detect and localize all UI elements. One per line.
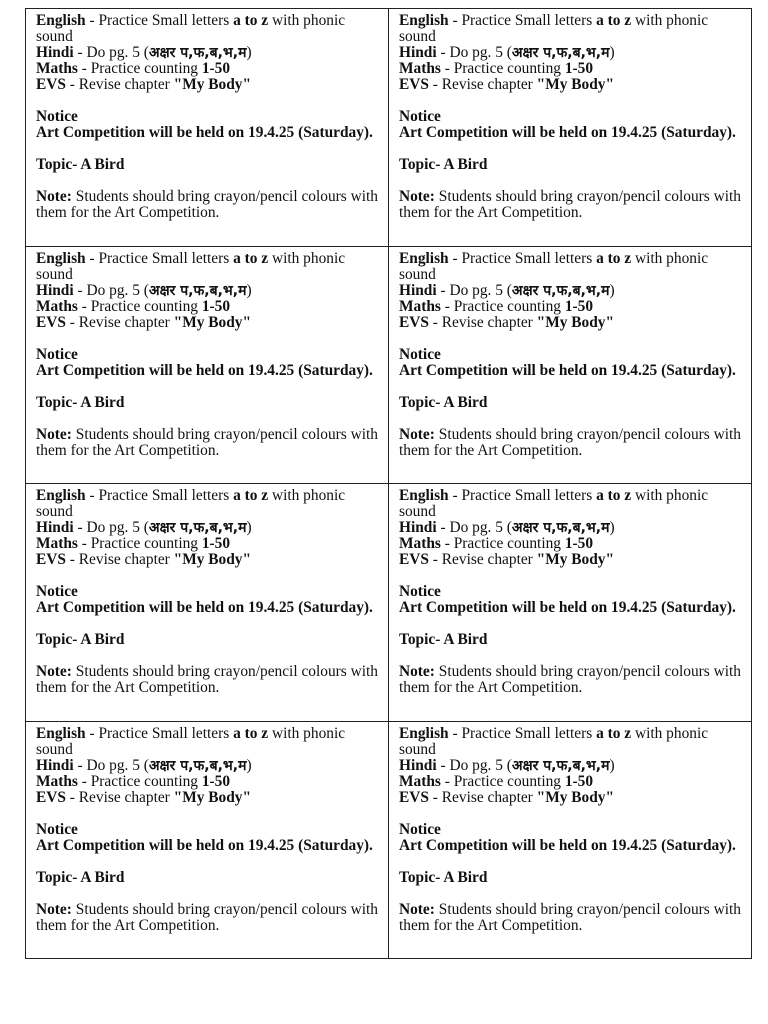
maths-range: 1-50 — [564, 535, 594, 552]
english-line — [36, 251, 382, 283]
english-range: a to z — [233, 487, 269, 504]
hindi-text-end: ) — [246, 756, 252, 774]
notice-text: Art Competition will be held on 19.4.25 (Saturday). — [36, 124, 373, 141]
evs-text: - Revise chapter — [65, 76, 174, 93]
homework-slip — [389, 9, 752, 247]
topic-line: Topic- A Bird — [36, 393, 125, 411]
homework-slip — [389, 722, 752, 960]
homework-slip — [389, 247, 752, 485]
notice-text: Art Competition will be held on 19.4.25 (Saturday). — [36, 599, 373, 616]
notice-text: Art Competition will be held on 19.4.25 (Saturday). — [36, 836, 373, 854]
hindi-text-end: ) — [246, 519, 252, 536]
note-line — [399, 902, 746, 934]
hindi-label: Hindi — [399, 756, 437, 774]
english-text-end: with phonic sound — [399, 487, 709, 520]
notice-heading: Notice — [399, 820, 441, 838]
english-text-end: with phonic sound — [36, 724, 346, 758]
evs-line — [36, 77, 382, 93]
maths-range: 1-50 — [201, 535, 231, 552]
evs-line — [36, 552, 382, 568]
notice-text: Art Competition will be held on 19.4.25 (Saturday). — [399, 599, 736, 616]
note-line — [36, 189, 382, 221]
english-text: - Practice Small letters — [85, 12, 234, 29]
note-text: Students should bring crayon/pencil colours with them for the Art Competition. — [399, 663, 741, 696]
topic-line: Topic- A Bird — [36, 868, 125, 886]
notice-heading: Notice — [36, 345, 78, 363]
english-line — [399, 488, 746, 520]
notice-heading: Notice — [36, 583, 78, 600]
note-label: Note: — [399, 900, 435, 918]
evs-chapter: "My Body" — [173, 788, 252, 806]
english-label: English — [399, 249, 449, 267]
english-range: a to z — [233, 724, 269, 742]
maths-line — [399, 61, 746, 77]
homework-slip — [26, 484, 389, 722]
hindi-line — [399, 283, 746, 299]
hindi-text: - Do pg. 5 ( — [436, 44, 512, 61]
evs-line — [36, 790, 382, 806]
english-text: - Practice Small letters — [85, 487, 234, 504]
maths-text: - Practice counting — [77, 772, 202, 790]
topic-line: Topic- A Bird — [36, 631, 125, 648]
evs-chapter: "My Body" — [173, 551, 252, 568]
maths-label: Maths — [399, 535, 441, 552]
evs-chapter: "My Body" — [173, 313, 252, 331]
evs-line — [399, 77, 746, 93]
english-line — [399, 13, 746, 45]
maths-text: - Practice counting — [77, 297, 202, 315]
hindi-text-end: ) — [609, 44, 615, 61]
evs-line — [36, 315, 382, 331]
maths-range: 1-50 — [201, 297, 231, 315]
maths-range: 1-50 — [564, 297, 594, 315]
hindi-text: - Do pg. 5 ( — [73, 44, 149, 61]
evs-chapter: "My Body" — [536, 313, 615, 331]
hindi-line — [36, 45, 382, 61]
homework-slip — [26, 9, 389, 247]
note-text: Students should bring crayon/pencil colours with them for the Art Competition. — [36, 188, 378, 221]
evs-text: - Revise chapter — [428, 76, 537, 93]
english-line — [399, 726, 746, 758]
english-text: - Practice Small letters — [448, 12, 597, 29]
english-text-end: with phonic sound — [36, 12, 346, 45]
notice-text: Art Competition will be held on 19.4.25 (Saturday). — [399, 361, 736, 379]
hindi-text: - Do pg. 5 ( — [73, 519, 149, 536]
maths-line — [399, 774, 746, 790]
evs-text: - Revise chapter — [428, 788, 537, 806]
hindi-label: Hindi — [36, 756, 74, 774]
english-text: - Practice Small letters — [448, 487, 597, 504]
english-label: English — [399, 724, 449, 742]
maths-line — [399, 299, 746, 315]
hindi-text: - Do pg. 5 ( — [436, 519, 512, 536]
maths-range: 1-50 — [564, 60, 594, 77]
evs-label: EVS — [36, 313, 66, 331]
evs-label: EVS — [399, 551, 429, 568]
note-line — [36, 902, 382, 934]
note-line — [399, 664, 746, 696]
note-line — [399, 189, 746, 221]
hindi-line — [399, 45, 746, 61]
english-label: English — [36, 724, 86, 742]
english-line — [36, 13, 382, 45]
english-text: - Practice Small letters — [85, 249, 234, 267]
hindi-label: Hindi — [36, 44, 74, 61]
note-text: Students should bring crayon/pencil colours with them for the Art Competition. — [399, 425, 741, 459]
maths-text: - Practice counting — [440, 535, 565, 552]
maths-label: Maths — [36, 772, 78, 790]
maths-line — [399, 536, 746, 552]
evs-label: EVS — [36, 551, 66, 568]
hindi-text-end: ) — [609, 519, 615, 536]
hindi-line — [36, 758, 382, 774]
notice-heading: Notice — [36, 108, 78, 125]
notice-heading: Notice — [399, 345, 441, 363]
english-range: a to z — [596, 12, 632, 29]
maths-line — [36, 299, 382, 315]
evs-chapter: "My Body" — [536, 551, 615, 568]
note-label: Note: — [36, 900, 72, 918]
evs-label: EVS — [399, 313, 429, 331]
note-label: Note: — [399, 188, 435, 205]
english-range: a to z — [596, 487, 632, 504]
note-label: Note: — [399, 425, 435, 443]
topic-line: Topic- A Bird — [399, 156, 488, 173]
english-range: a to z — [233, 249, 269, 267]
hindi-letters: अक्षर प,फ,ब,भ,म — [511, 520, 610, 536]
hindi-text-end: ) — [609, 756, 615, 774]
evs-text: - Revise chapter — [65, 551, 174, 568]
notice-heading: Notice — [36, 820, 78, 838]
maths-line — [36, 61, 382, 77]
hindi-text: - Do pg. 5 ( — [436, 756, 512, 774]
evs-chapter: "My Body" — [536, 788, 615, 806]
note-text: Students should bring crayon/pencil colours with them for the Art Competition. — [36, 900, 378, 934]
homework-slip — [389, 484, 752, 722]
note-label: Note: — [36, 663, 72, 680]
evs-text: - Revise chapter — [428, 313, 537, 331]
english-range: a to z — [233, 12, 269, 29]
evs-line — [399, 552, 746, 568]
evs-label: EVS — [36, 76, 66, 93]
evs-line — [399, 790, 746, 806]
note-line — [399, 427, 746, 459]
hindi-letters: अक्षर प,फ,ब,भ,म — [511, 282, 610, 299]
english-text-end: with phonic sound — [399, 724, 709, 758]
english-text-end: with phonic sound — [36, 249, 346, 283]
hindi-letters: अक्षर प,फ,ब,भ,म — [148, 757, 247, 774]
evs-label: EVS — [36, 788, 66, 806]
english-text: - Practice Small letters — [448, 249, 597, 267]
note-line — [36, 664, 382, 696]
note-text: Students should bring crayon/pencil colours with them for the Art Competition. — [36, 425, 378, 459]
homework-slips-sheet — [25, 8, 752, 959]
maths-text: - Practice counting — [77, 535, 202, 552]
hindi-text-end: ) — [246, 44, 252, 61]
english-line — [399, 251, 746, 283]
hindi-text: - Do pg. 5 ( — [73, 756, 149, 774]
hindi-text-end: ) — [246, 281, 252, 299]
maths-label: Maths — [399, 60, 441, 77]
hindi-label: Hindi — [36, 281, 74, 299]
english-label: English — [36, 249, 86, 267]
english-label: English — [36, 12, 86, 29]
maths-line — [36, 536, 382, 552]
homework-slip — [26, 247, 389, 485]
notice-text: Art Competition will be held on 19.4.25 (Saturday). — [36, 361, 373, 379]
topic-line: Topic- A Bird — [399, 868, 488, 886]
english-line — [36, 488, 382, 520]
note-label: Note: — [36, 188, 72, 205]
english-label: English — [399, 487, 449, 504]
hindi-text: - Do pg. 5 ( — [436, 281, 512, 299]
evs-text: - Revise chapter — [65, 313, 174, 331]
maths-range: 1-50 — [201, 60, 231, 77]
english-range: a to z — [596, 249, 632, 267]
evs-chapter: "My Body" — [536, 76, 615, 93]
maths-text: - Practice counting — [440, 297, 565, 315]
maths-label: Maths — [399, 297, 441, 315]
evs-chapter: "My Body" — [173, 76, 252, 93]
hindi-label: Hindi — [36, 519, 74, 536]
english-text: - Practice Small letters — [85, 724, 234, 742]
evs-label: EVS — [399, 76, 429, 93]
hindi-text: - Do pg. 5 ( — [73, 281, 149, 299]
topic-line: Topic- A Bird — [36, 156, 125, 173]
hindi-label: Hindi — [399, 519, 437, 536]
notice-heading: Notice — [399, 108, 441, 125]
note-text: Students should bring crayon/pencil colours with them for the Art Competition. — [36, 663, 378, 696]
hindi-letters: अक्षर प,फ,ब,भ,म — [511, 45, 610, 61]
maths-label: Maths — [36, 535, 78, 552]
hindi-label: Hindi — [399, 44, 437, 61]
note-label: Note: — [399, 663, 435, 680]
hindi-line — [399, 758, 746, 774]
note-text: Students should bring crayon/pencil colours with them for the Art Competition. — [399, 188, 741, 221]
english-line — [36, 726, 382, 758]
hindi-letters: अक्षर प,फ,ब,भ,म — [511, 757, 610, 774]
english-range: a to z — [596, 724, 632, 742]
maths-range: 1-50 — [201, 772, 231, 790]
english-text: - Practice Small letters — [448, 724, 597, 742]
hindi-label: Hindi — [399, 281, 437, 299]
topic-line: Topic- A Bird — [399, 393, 488, 411]
maths-text: - Practice counting — [77, 60, 202, 77]
maths-line — [36, 774, 382, 790]
hindi-letters: अक्षर प,फ,ब,भ,म — [148, 520, 247, 536]
note-line — [36, 427, 382, 459]
notice-text: Art Competition will be held on 19.4.25 (Saturday). — [399, 124, 736, 141]
maths-text: - Practice counting — [440, 772, 565, 790]
english-label: English — [399, 12, 449, 29]
notice-heading: Notice — [399, 583, 441, 600]
note-text: Students should bring crayon/pencil colours with them for the Art Competition. — [399, 900, 741, 934]
english-label: English — [36, 487, 86, 504]
maths-label: Maths — [36, 297, 78, 315]
hindi-line — [36, 283, 382, 299]
maths-label: Maths — [399, 772, 441, 790]
english-text-end: with phonic sound — [36, 487, 346, 520]
hindi-text-end: ) — [609, 281, 615, 299]
evs-text: - Revise chapter — [428, 551, 537, 568]
evs-text: - Revise chapter — [65, 788, 174, 806]
hindi-letters: अक्षर प,फ,ब,भ,म — [148, 45, 247, 61]
note-label: Note: — [36, 425, 72, 443]
english-text-end: with phonic sound — [399, 249, 709, 283]
evs-line — [399, 315, 746, 331]
hindi-letters: अक्षर प,फ,ब,भ,म — [148, 282, 247, 299]
maths-label: Maths — [36, 60, 78, 77]
homework-slip — [26, 722, 389, 960]
maths-text: - Practice counting — [440, 60, 565, 77]
hindi-line — [399, 520, 746, 536]
evs-label: EVS — [399, 788, 429, 806]
maths-range: 1-50 — [564, 772, 594, 790]
topic-line: Topic- A Bird — [399, 631, 488, 648]
hindi-line — [36, 520, 382, 536]
english-text-end: with phonic sound — [399, 12, 709, 45]
notice-text: Art Competition will be held on 19.4.25 (Saturday). — [399, 836, 736, 854]
